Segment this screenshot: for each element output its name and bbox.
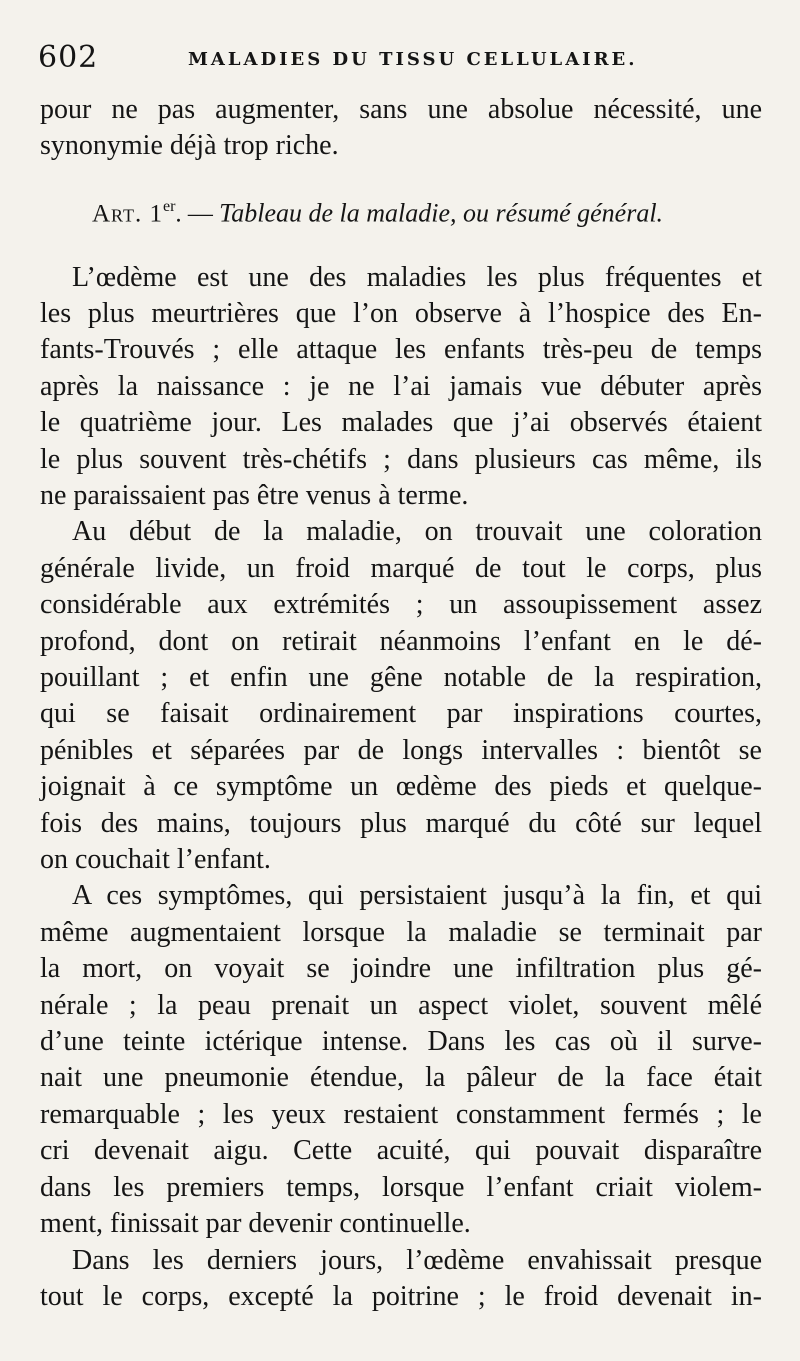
text-line: dans les premiers temps, lorsque l’enfant criait violem- <box>40 1171 762 1203</box>
text-line: d’une teinte ictérique intense. Dans les cas où il surve- <box>40 1026 762 1058</box>
text-line: fois des mains, toujours plus marqué du côté sur lequel <box>40 807 762 839</box>
text-line: nérale ; la peau prenait un aspect violet, souvent mêlé <box>40 989 762 1021</box>
article-superscript: er <box>162 197 176 215</box>
text-line: générale livide, un froid marqué de tout le corps, plus <box>40 552 762 584</box>
text-line: fants-Trouvés ; elle attaque les enfants très-peu de temps <box>40 334 762 366</box>
page-header <box>38 40 778 80</box>
paragraph <box>40 514 762 878</box>
text-line: profond, dont on retirait néanmoins l’enfant en le dé- <box>40 625 762 657</box>
text-line: cri devenait aigu. Cette acuité, qui pouvait disparaître <box>40 1135 762 1167</box>
text-line: Au début de la maladie, on trouvait une coloration <box>72 516 762 548</box>
text-line: les plus meurtrières que l’on observe à l’hospice des En- <box>40 297 762 329</box>
running-title: MALADIES DU TISSU CELLULAIRE. <box>188 49 638 70</box>
paragraph <box>40 260 762 515</box>
text-line: ment, finissait par devenir continuelle. <box>40 1208 471 1240</box>
text-line: on couchait l’enfant. <box>40 844 271 876</box>
page-number: 602 <box>38 40 99 75</box>
paragraph <box>40 1243 762 1316</box>
continuation-paragraph <box>40 92 762 165</box>
text-line: la mort, on voyait se joindre une infiltration plus gé- <box>40 953 762 985</box>
article-separator: . — <box>175 200 220 228</box>
text-line: L’œdème est une des maladies les plus fréquentes et <box>72 261 762 293</box>
text-line: même augmentaient lorsque la maladie se terminait par <box>40 916 762 948</box>
text-line: A ces symptômes, qui persistaient jusqu’à la fin, et qui <box>72 880 762 912</box>
text-line: ne paraissaient pas être venus à terme. <box>40 479 469 511</box>
text-line: synonymie déjà trop riche. <box>40 130 339 162</box>
article-heading <box>40 189 762 233</box>
text-line: qui se faisait ordinairement par inspirations courtes, <box>40 698 762 730</box>
text-line: considérable aux extrémités ; un assoupissement assez <box>40 589 762 621</box>
article-label: Art. 1 <box>92 200 163 228</box>
text-line: tout le corps, excepté la poitrine ; le froid devenait in- <box>40 1280 762 1312</box>
article-title: Tableau de la maladie, ou résumé général. <box>219 198 664 228</box>
text-line: nait une pneumonie étendue, la pâleur de la face était <box>40 1062 762 1094</box>
text-line: le plus souvent très-chétifs ; dans plusieurs cas même, ils <box>40 443 762 475</box>
paragraph <box>40 878 762 1242</box>
text-line: Dans les derniers jours, l’œdème envahissait presque <box>72 1244 762 1276</box>
text-line: remarquable ; les yeux restaient constamment fermés ; le <box>40 1098 762 1130</box>
text-line: pouillant ; et enfin une gêne notable de la respiration, <box>40 662 762 694</box>
body-text <box>40 92 762 1315</box>
text-line: après la naissance : je ne l’ai jamais vue débuter après <box>40 370 762 402</box>
text-line: pénibles et séparées par de longs intervalles : bientôt se <box>40 734 762 766</box>
text-line: pour ne pas augmenter, sans une absolue nécessité, une <box>40 94 762 125</box>
text-line: joignait à ce symptôme un œdème des pieds et quelque- <box>40 771 762 803</box>
text-line: le quatrième jour. Les malades que j’ai observés étaient <box>40 407 762 439</box>
